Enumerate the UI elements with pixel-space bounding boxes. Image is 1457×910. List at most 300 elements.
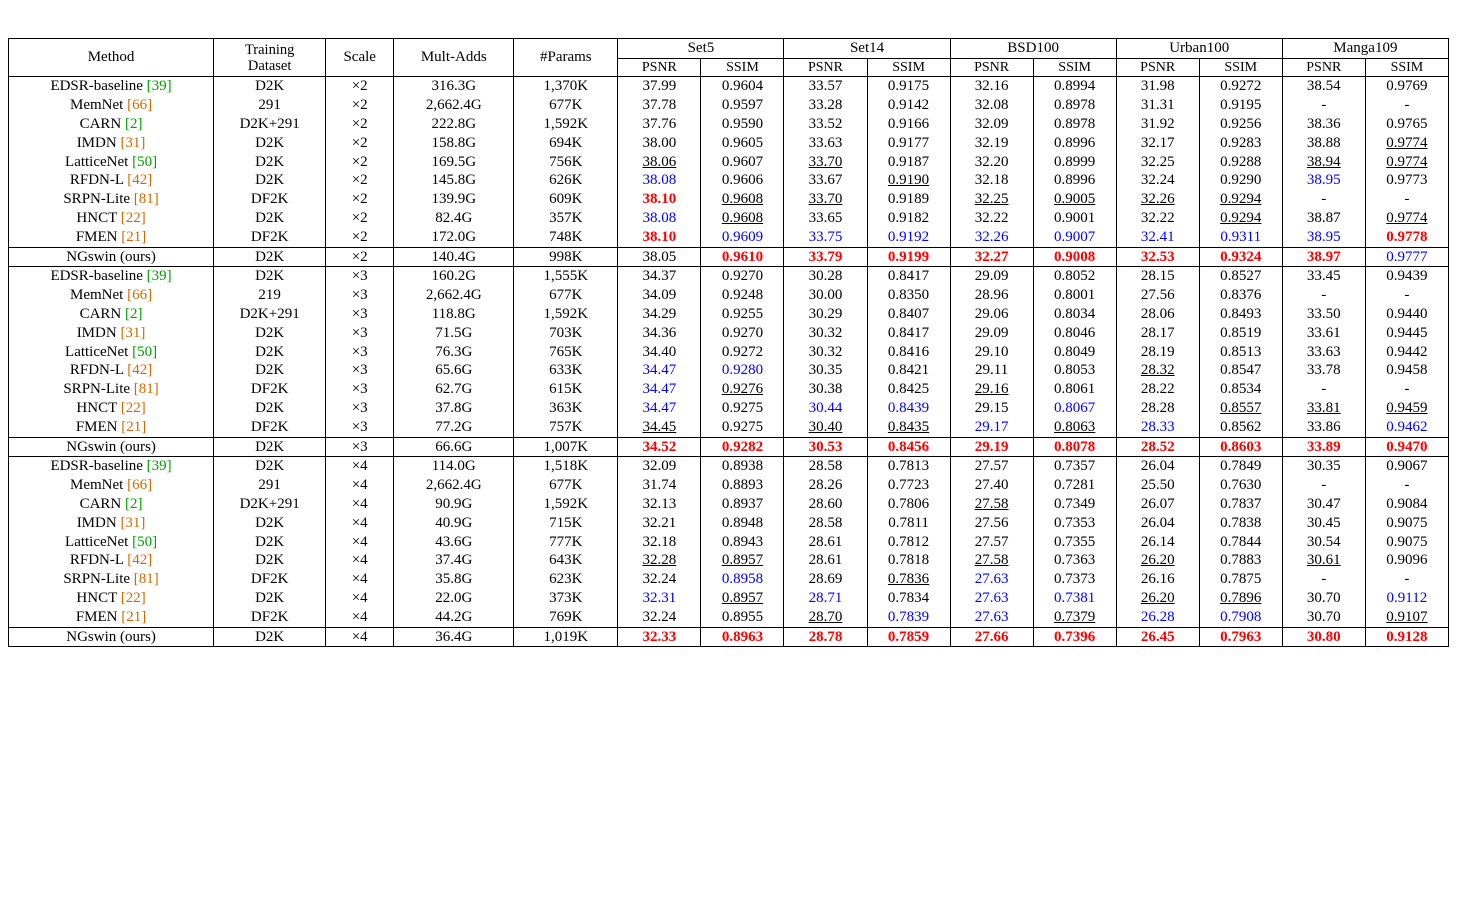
metric-cell: 0.8955: [701, 608, 784, 627]
metric-cell: -: [1282, 476, 1365, 495]
metric-cell: 0.9248: [701, 286, 784, 305]
params-cell: 1,007K: [514, 437, 618, 457]
metric-cell: 33.50: [1282, 305, 1365, 324]
scale-cell: ×2: [326, 228, 394, 247]
metric-cell-ours: 28.52: [1116, 437, 1199, 457]
metric-cell: 0.9276: [701, 380, 784, 399]
metric-cell: 32.41: [1116, 228, 1199, 247]
metric-cell: 28.22: [1116, 380, 1199, 399]
mult-adds-cell: 77.2G: [394, 418, 514, 437]
metric-cell: 0.7813: [867, 457, 950, 476]
metric-cell: 0.7812: [867, 533, 950, 552]
metric-cell: 0.7844: [1199, 533, 1282, 552]
metric-cell-ours: 38.05: [618, 247, 701, 267]
metric-cell: 30.35: [784, 361, 867, 380]
method-cell: RFDN-L [42]: [9, 361, 214, 380]
metric-cell: 0.9182: [867, 209, 950, 228]
params-cell: 694K: [514, 134, 618, 153]
scale-cell: ×4: [326, 627, 394, 647]
params-cell: 677K: [514, 286, 618, 305]
metric-cell: 28.71: [784, 589, 867, 608]
metric-cell: 0.8417: [867, 267, 950, 286]
params-cell: 623K: [514, 570, 618, 589]
method-cell: MemNet [66]: [9, 476, 214, 495]
metric-cell-ours: 0.8603: [1199, 437, 1282, 457]
metric-cell: 0.7357: [1033, 457, 1116, 476]
metric-cell: 32.26: [950, 228, 1033, 247]
method-cell: CARN [2]: [9, 115, 214, 134]
metric-cell: 0.8053: [1033, 361, 1116, 380]
mult-adds-cell: 76.3G: [394, 343, 514, 362]
metric-cell: 28.60: [784, 495, 867, 514]
header-cell-manga109: Manga109: [1282, 39, 1448, 59]
metric-cell: 0.9177: [867, 134, 950, 153]
params-cell: 1,019K: [514, 627, 618, 647]
metric-cell: 27.63: [950, 570, 1033, 589]
metric-cell: 29.15: [950, 399, 1033, 418]
mult-adds-cell: 2,662.4G: [394, 96, 514, 115]
metric-cell: 27.63: [950, 608, 1033, 627]
metric-cell: 0.8996: [1033, 171, 1116, 190]
metric-cell: 0.8421: [867, 361, 950, 380]
metric-cell-ours: 0.7396: [1033, 627, 1116, 647]
metric-cell: 0.9084: [1365, 495, 1448, 514]
metric-cell: 27.56: [1116, 286, 1199, 305]
metric-cell: 0.8527: [1199, 267, 1282, 286]
params-cell: 1,592K: [514, 115, 618, 134]
scale-cell: ×2: [326, 96, 394, 115]
metric-cell: 0.9773: [1365, 171, 1448, 190]
mult-adds-cell: 114.0G: [394, 457, 514, 476]
metric-cell-ours: 0.9282: [701, 437, 784, 457]
mult-adds-cell: 139.9G: [394, 190, 514, 209]
metric-cell: 0.9288: [1199, 153, 1282, 172]
dataset-cell: DF2K: [214, 190, 326, 209]
scale-cell: ×2: [326, 171, 394, 190]
metric-cell: 27.40: [950, 476, 1033, 495]
header-cell-set14: Set14: [784, 39, 950, 59]
metric-cell: 30.38: [784, 380, 867, 399]
metric-cell: 34.45: [618, 418, 701, 437]
metric-cell: 33.28: [784, 96, 867, 115]
metric-cell: 0.8063: [1033, 418, 1116, 437]
metric-cell: 0.8996: [1033, 134, 1116, 153]
metric-cell: 0.8893: [701, 476, 784, 495]
metric-cell: 32.31: [618, 589, 701, 608]
table-row: [9, 551, 1449, 570]
metric-cell: 30.45: [1282, 514, 1365, 533]
metric-cell-ours: 0.8963: [701, 627, 784, 647]
table-row-ours: [9, 247, 1449, 267]
scale-cell: ×3: [326, 286, 394, 305]
mult-adds-cell: 222.8G: [394, 115, 514, 134]
metric-cell: 30.28: [784, 267, 867, 286]
metric-cell: 0.7836: [867, 570, 950, 589]
params-cell: 715K: [514, 514, 618, 533]
table-row: [9, 589, 1449, 608]
metric-cell: 38.10: [618, 228, 701, 247]
metric-cell: 34.47: [618, 399, 701, 418]
dataset-cell: D2K+291: [214, 115, 326, 134]
header-cell--params: #Params: [514, 39, 618, 77]
metric-cell: 34.29: [618, 305, 701, 324]
dataset-cell: DF2K: [214, 228, 326, 247]
metric-cell-ours: 0.9128: [1365, 627, 1448, 647]
method-cell: FMEN [21]: [9, 228, 214, 247]
metric-cell: 32.18: [618, 533, 701, 552]
dataset-cell: D2K: [214, 343, 326, 362]
method-cell: RFDN-L [42]: [9, 551, 214, 570]
metric-cell: 0.9778: [1365, 228, 1448, 247]
metric-cell: 0.7908: [1199, 608, 1282, 627]
metric-cell: 0.9440: [1365, 305, 1448, 324]
dataset-cell: DF2K: [214, 418, 326, 437]
scale-cell: ×4: [326, 495, 394, 514]
metric-cell: 33.61: [1282, 324, 1365, 343]
metric-cell: 32.19: [950, 134, 1033, 153]
metric-cell: 0.7630: [1199, 476, 1282, 495]
scale-cell: ×4: [326, 457, 394, 476]
params-cell: 615K: [514, 380, 618, 399]
metric-cell: 27.63: [950, 589, 1033, 608]
params-cell: 777K: [514, 533, 618, 552]
header-metric-4: PSNR: [950, 58, 1033, 77]
params-cell: 643K: [514, 551, 618, 570]
metric-cell-ours: 30.80: [1282, 627, 1365, 647]
metric-cell: 33.65: [784, 209, 867, 228]
method-cell: CARN [2]: [9, 495, 214, 514]
metric-cell: 32.24: [618, 608, 701, 627]
metric-cell: 0.8557: [1199, 399, 1282, 418]
method-cell: LatticeNet [50]: [9, 343, 214, 362]
metric-cell: 0.9270: [701, 324, 784, 343]
metric-cell: 0.8493: [1199, 305, 1282, 324]
method-cell: CARN [2]: [9, 305, 214, 324]
metric-cell: 33.86: [1282, 418, 1365, 437]
metric-cell: 0.8957: [701, 551, 784, 570]
metric-cell: 26.16: [1116, 570, 1199, 589]
metric-cell: 30.70: [1282, 608, 1365, 627]
dataset-cell: D2K: [214, 324, 326, 343]
metric-cell: 30.32: [784, 324, 867, 343]
metric-cell: 0.9608: [701, 209, 784, 228]
mult-adds-cell: 160.2G: [394, 267, 514, 286]
metric-cell: 33.70: [784, 153, 867, 172]
metric-cell: 0.7838: [1199, 514, 1282, 533]
metric-cell: -: [1365, 476, 1448, 495]
table-row: [9, 115, 1449, 134]
metric-cell: 0.8562: [1199, 418, 1282, 437]
mult-adds-cell: 36.4G: [394, 627, 514, 647]
metric-cell: 0.9112: [1365, 589, 1448, 608]
metric-cell: 0.8350: [867, 286, 950, 305]
table-row-ours: [9, 627, 1449, 647]
metric-cell: 38.36: [1282, 115, 1365, 134]
metric-cell: 32.28: [618, 551, 701, 570]
header-metric-1: SSIM: [701, 58, 784, 77]
method-cell: LatticeNet [50]: [9, 153, 214, 172]
metric-cell: -: [1365, 286, 1448, 305]
metric-cell: 0.9175: [867, 77, 950, 96]
metric-cell: -: [1282, 96, 1365, 115]
metric-cell: 30.35: [1282, 457, 1365, 476]
metric-cell: 0.9590: [701, 115, 784, 134]
table-header-row-groups: [9, 39, 1449, 59]
metric-cell: 0.9283: [1199, 134, 1282, 153]
metric-cell: 26.28: [1116, 608, 1199, 627]
metric-cell: 32.24: [618, 570, 701, 589]
metric-cell-ours: 0.7963: [1199, 627, 1282, 647]
metric-cell: 28.58: [784, 514, 867, 533]
metric-cell: 0.8417: [867, 324, 950, 343]
metric-cell: 33.75: [784, 228, 867, 247]
metric-cell: 31.92: [1116, 115, 1199, 134]
params-cell: 626K: [514, 171, 618, 190]
params-cell: 703K: [514, 324, 618, 343]
metric-cell: 28.17: [1116, 324, 1199, 343]
results-table-wrapper: [8, 38, 1449, 647]
metric-cell: 0.8519: [1199, 324, 1282, 343]
metric-cell: 26.14: [1116, 533, 1199, 552]
metric-cell: 34.09: [618, 286, 701, 305]
metric-cell: 32.22: [1116, 209, 1199, 228]
dataset-cell: DF2K: [214, 380, 326, 399]
metric-cell: 0.8067: [1033, 399, 1116, 418]
metric-cell: -: [1282, 190, 1365, 209]
metric-cell: 0.9294: [1199, 190, 1282, 209]
metric-cell: 27.57: [950, 533, 1033, 552]
method-cell: RFDN-L [42]: [9, 171, 214, 190]
metric-cell-ours: 33.79: [784, 247, 867, 267]
header-cell-scale: Scale: [326, 39, 394, 77]
metric-cell: 31.98: [1116, 77, 1199, 96]
metric-cell: 33.81: [1282, 399, 1365, 418]
mult-adds-cell: 172.0G: [394, 228, 514, 247]
metric-cell: 0.9607: [701, 153, 784, 172]
mult-adds-cell: 158.8G: [394, 134, 514, 153]
metric-cell: 0.9774: [1365, 134, 1448, 153]
metric-cell: 0.7811: [867, 514, 950, 533]
table-row: [9, 286, 1449, 305]
table-row: [9, 343, 1449, 362]
metric-cell: 28.19: [1116, 343, 1199, 362]
scale-cell: ×2: [326, 77, 394, 96]
dataset-cell: D2K: [214, 457, 326, 476]
metric-cell: 0.8052: [1033, 267, 1116, 286]
metric-cell: 38.10: [618, 190, 701, 209]
table-body: [9, 39, 1449, 647]
params-cell: 1,518K: [514, 457, 618, 476]
metric-cell: 38.08: [618, 171, 701, 190]
metric-cell: 0.9189: [867, 190, 950, 209]
metric-cell: 38.88: [1282, 134, 1365, 153]
metric-cell: 30.47: [1282, 495, 1365, 514]
dataset-cell: D2K: [214, 627, 326, 647]
method-cell: HNCT [22]: [9, 589, 214, 608]
dataset-cell: 219: [214, 286, 326, 305]
metric-cell-ours: 32.27: [950, 247, 1033, 267]
metric-cell-ours: 0.9470: [1365, 437, 1448, 457]
mult-adds-cell: 169.5G: [394, 153, 514, 172]
table-row: [9, 305, 1449, 324]
scale-cell: ×2: [326, 115, 394, 134]
header-cell-bsd100: BSD100: [950, 39, 1116, 59]
method-cell: FMEN [21]: [9, 418, 214, 437]
params-cell: 1,555K: [514, 267, 618, 286]
params-cell: 633K: [514, 361, 618, 380]
metric-cell: 0.9290: [1199, 171, 1282, 190]
metric-cell-ours: 26.45: [1116, 627, 1199, 647]
table-row: [9, 533, 1449, 552]
metric-cell: 0.9769: [1365, 77, 1448, 96]
metric-cell: 0.8034: [1033, 305, 1116, 324]
table-row: [9, 134, 1449, 153]
table-row: [9, 495, 1449, 514]
metric-cell: 28.70: [784, 608, 867, 627]
scale-cell: ×3: [326, 437, 394, 457]
table-row: [9, 171, 1449, 190]
table-row: [9, 267, 1449, 286]
metric-cell: 0.8978: [1033, 115, 1116, 134]
metric-cell: 0.7837: [1199, 495, 1282, 514]
metric-cell: 27.57: [950, 457, 1033, 476]
dataset-cell: 291: [214, 96, 326, 115]
metric-cell-ours: 0.9199: [867, 247, 950, 267]
table-row: [9, 153, 1449, 172]
metric-cell: -: [1282, 570, 1365, 589]
header-metric-0: PSNR: [618, 58, 701, 77]
metric-cell: 32.26: [1116, 190, 1199, 209]
metric-cell: 28.15: [1116, 267, 1199, 286]
metric-cell: 0.9192: [867, 228, 950, 247]
metric-cell-ours: 38.97: [1282, 247, 1365, 267]
dataset-cell: D2K: [214, 361, 326, 380]
metric-cell: 33.57: [784, 77, 867, 96]
metric-cell: 30.40: [784, 418, 867, 437]
metric-cell-ours: 34.52: [618, 437, 701, 457]
metric-cell: 30.54: [1282, 533, 1365, 552]
metric-cell: 25.50: [1116, 476, 1199, 495]
header-cell-urban100: Urban100: [1116, 39, 1282, 59]
method-cell: FMEN [21]: [9, 608, 214, 627]
metric-cell-ours: 0.8456: [867, 437, 950, 457]
mult-adds-cell: 66.6G: [394, 437, 514, 457]
metric-cell: 0.7818: [867, 551, 950, 570]
metric-cell: 28.28: [1116, 399, 1199, 418]
metric-cell: 0.7373: [1033, 570, 1116, 589]
metric-cell: 0.7883: [1199, 551, 1282, 570]
metric-cell: 34.47: [618, 380, 701, 399]
metric-cell: 0.9142: [867, 96, 950, 115]
metric-cell: 0.9458: [1365, 361, 1448, 380]
metric-cell: -: [1365, 570, 1448, 589]
scale-cell: ×3: [326, 343, 394, 362]
metric-cell: 0.9270: [701, 267, 784, 286]
table-row: [9, 77, 1449, 96]
params-cell: 1,592K: [514, 495, 618, 514]
metric-cell: 31.31: [1116, 96, 1199, 115]
metric-cell: 29.09: [950, 324, 1033, 343]
scale-cell: ×4: [326, 514, 394, 533]
metric-cell: 0.9462: [1365, 418, 1448, 437]
metric-cell: 28.61: [784, 551, 867, 570]
params-cell: 1,370K: [514, 77, 618, 96]
metric-cell: 38.95: [1282, 228, 1365, 247]
metric-cell: 0.9075: [1365, 514, 1448, 533]
dataset-cell: D2K: [214, 153, 326, 172]
metric-cell: 0.8978: [1033, 96, 1116, 115]
metric-cell-ours: 29.19: [950, 437, 1033, 457]
metric-cell: 0.9195: [1199, 96, 1282, 115]
params-cell: 757K: [514, 418, 618, 437]
metric-cell: 32.09: [618, 457, 701, 476]
scale-cell: ×2: [326, 134, 394, 153]
params-cell: 998K: [514, 247, 618, 267]
metric-cell: 28.32: [1116, 361, 1199, 380]
metric-cell: 0.8001: [1033, 286, 1116, 305]
table-row: [9, 418, 1449, 437]
metric-cell-ours: 27.66: [950, 627, 1033, 647]
header-cell-mult-adds: Mult-Adds: [394, 39, 514, 77]
metric-cell: 0.7839: [867, 608, 950, 627]
metric-cell: 34.36: [618, 324, 701, 343]
metric-cell: 0.8425: [867, 380, 950, 399]
table-row: [9, 209, 1449, 228]
params-cell: 357K: [514, 209, 618, 228]
metric-cell: 28.96: [950, 286, 1033, 305]
scale-cell: ×3: [326, 380, 394, 399]
mult-adds-cell: 65.6G: [394, 361, 514, 380]
metric-cell: 32.09: [950, 115, 1033, 134]
header-metric-9: SSIM: [1365, 58, 1448, 77]
scale-cell: ×4: [326, 570, 394, 589]
metric-cell: 28.33: [1116, 418, 1199, 437]
metric-cell: 0.9606: [701, 171, 784, 190]
metric-cell-ours: 33.89: [1282, 437, 1365, 457]
metric-cell-ours: 0.7859: [867, 627, 950, 647]
metric-cell: 0.8513: [1199, 343, 1282, 362]
metric-cell: 0.7875: [1199, 570, 1282, 589]
mult-adds-cell: 40.9G: [394, 514, 514, 533]
header-cell-training-dataset: Training Dataset: [214, 39, 326, 77]
header-cell-set5: Set5: [618, 39, 784, 59]
metric-cell: 33.63: [784, 134, 867, 153]
metric-cell-ours: 0.9324: [1199, 247, 1282, 267]
method-cell: HNCT [22]: [9, 209, 214, 228]
params-cell: 677K: [514, 476, 618, 495]
method-cell: IMDN [31]: [9, 324, 214, 343]
header-metric-6: PSNR: [1116, 58, 1199, 77]
metric-cell: 38.00: [618, 134, 701, 153]
method-cell: SRPN-Lite [81]: [9, 380, 214, 399]
metric-cell: 0.9190: [867, 171, 950, 190]
scale-cell: ×2: [326, 209, 394, 228]
table-row: [9, 96, 1449, 115]
metric-cell: 30.61: [1282, 551, 1365, 570]
metric-cell: 0.8948: [701, 514, 784, 533]
method-cell: EDSR-baseline [39]: [9, 77, 214, 96]
metric-cell: 30.29: [784, 305, 867, 324]
metric-cell: 38.54: [1282, 77, 1365, 96]
mult-adds-cell: 37.8G: [394, 399, 514, 418]
params-cell: 373K: [514, 589, 618, 608]
scale-cell: ×2: [326, 153, 394, 172]
table-row: [9, 399, 1449, 418]
metric-cell: -: [1365, 380, 1448, 399]
metric-cell: 0.9609: [701, 228, 784, 247]
metric-cell: 31.74: [618, 476, 701, 495]
table-row: [9, 228, 1449, 247]
